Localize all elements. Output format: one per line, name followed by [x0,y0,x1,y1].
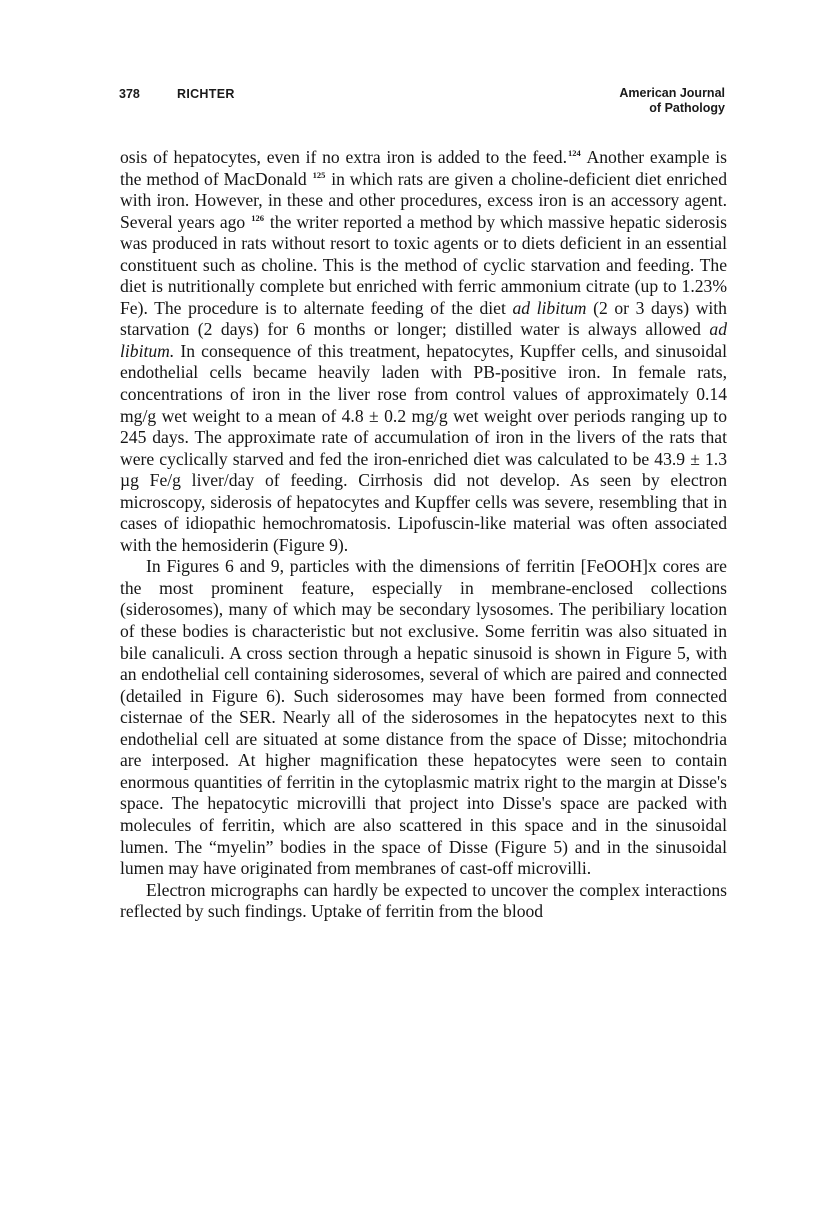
text-run: In Figures 6 and 9, particles with the dimensions of ferritin [FeOOH]x cores are the most prominent feature, especially in membrane-enclosed collections (siderosomes), many of which may be secondary lysosomes. The peribiliary location of these bodies is characteristic but not exclusive. Some ferritin was also situated in bile canaliculi. A cross section through a hepatic sinusoid is shown in Figure 5, with an endothelial cell containing siderosomes, several of which are paired and connected (detailed in Figure 6). Such siderosomes may have been formed from connected cisternae of the SER. Nearly all of the siderosomes in the hepatocytes next to this endothelial cell are situated at some distance from the space of Disse; mitochondria are interposed. At higher magnification these hepatocytes were seen to contain enormous quantities of ferritin in the cytoplasmic matrix right to the margin at Disse's space. The hepatocytic microvilli that project into Disse's space are packed with molecules of ferritin, which are also scattered in this space and in the sinusoidal lumen. The “myelin” bodies in the space of Disse (Figure 5) and in the sinusoidal lumen may have originated from membranes of cast-off microvilli. [120,556,727,879]
reference-superscript: 125 [312,169,326,180]
text-run: (2 or 3 days) with starvation (2 days) for 6 months or longer; distilled water is always allowed [120,297,727,340]
reference-superscript: 124 [568,148,581,158]
body-paragraph [120,556,727,879]
journal-name-line2: of Pathology [649,101,725,115]
text-run: in which rats are given a choline-deficient diet enriched with iron. However, in these and other procedures, excess iron is an accessory agent. Several years ago [120,168,727,232]
italic-term: ad libitum. [120,319,727,361]
article-body [120,147,727,923]
text-run: Another example is the method of MacDonald [120,147,727,189]
running-header [0,84,816,124]
text-run: osis of hepatocytes, even if no extra iron is added to the feed. [120,147,567,167]
text-run: In consequence of this treatment, hepatocytes, Kupffer cells, and sinusoidal endothelial cells became heavily laden with PB-positive iron. In female rats, concentrations of iron in the liver rose from control values of approximately 0.14 mg/g wet weight to a mean of 4.8 ± 0.2 mg/g wet weight over periods ranging up to 245 days. The approximate rate of accumulation of iron in the livers of the rats that were cyclically starved and fed the iron-enriched diet was calculated to be 43.9 ± 1.3 µg Fe/g liver/day of feeding. Cirrhosis did not develop. As seen by electron microscopy, siderosis of hepatocytes and Kupffer cells was severe, resembling that in cases of idiopathic hemochromatosis. Lipofuscin-like material was often associated with the hemosiderin (Figure 9). [120,340,727,555]
journal-name [619,86,725,116]
reference-superscript: 126 [251,212,264,223]
running-head-author: RICHTER [177,87,235,101]
body-paragraph [120,880,727,923]
journal-name-line1: American Journal [619,86,725,100]
text-run: the writer reported a method by which massive hepatic siderosis was produced in rats without resort to toxic agents or to diets deficient in an essential constituent such as choline. This is the method of cyclic starvation and feeding. The diet is nutritionally complete but enriched with ferric ammonium citrate (up to 1.23% Fe). The procedure is to alternate feeding of the diet [120,211,727,318]
italic-term: ad libitum [512,297,587,318]
text-run: Electron micrographs can hardly be expected to uncover the complex interactions reflected by such findings. Uptake of ferritin from the blood [120,879,727,922]
page-number: 378 [119,87,140,101]
body-paragraph [120,147,727,556]
